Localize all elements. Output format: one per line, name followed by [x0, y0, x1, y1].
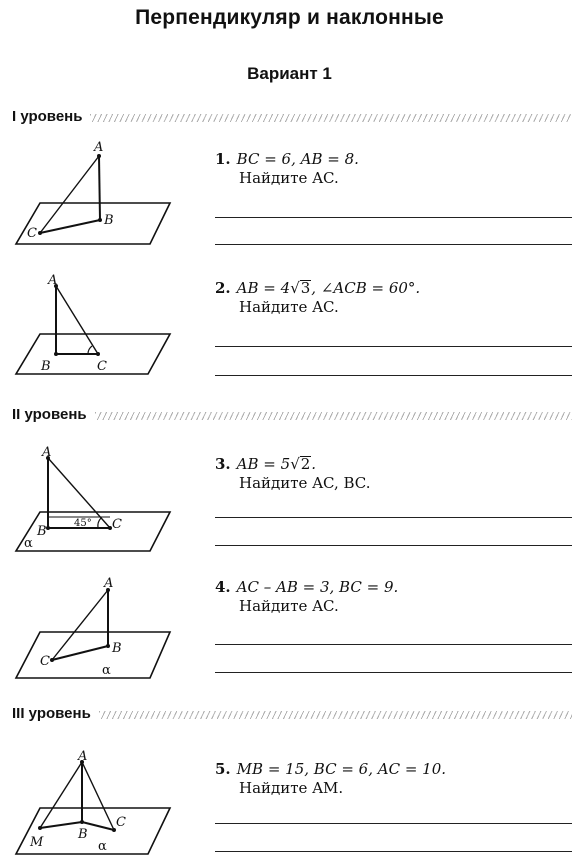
level-header-1 — [12, 106, 572, 126]
decorative-hatch — [95, 412, 572, 420]
point-label-b: B — [112, 641, 122, 656]
problem-task: Найдите AC. — [239, 298, 339, 316]
answer-line[interactable] — [215, 644, 572, 645]
problem-3 — [215, 455, 371, 493]
problem-condition-rest: . — [311, 455, 317, 473]
figure-3 — [10, 442, 190, 554]
problem-condition: AB = 4 — [236, 279, 291, 297]
answer-line[interactable] — [215, 375, 572, 376]
problem-2 — [215, 279, 420, 317]
answer-line[interactable] — [215, 217, 572, 218]
problem-number: 1. — [215, 150, 231, 168]
figure-5 — [10, 748, 190, 860]
level-header-3 — [12, 703, 572, 723]
answer-line[interactable] — [215, 672, 572, 673]
problem-number: 2. — [215, 279, 231, 297]
plane-label-alpha: α — [98, 839, 107, 854]
problem-number: 5. — [215, 760, 231, 778]
point-label-b: B — [104, 213, 114, 228]
decorative-hatch — [90, 114, 572, 122]
level-label: II уровень — [12, 405, 87, 423]
problem-5 — [215, 760, 446, 798]
point-label-a: A — [94, 140, 104, 155]
problem-task: Найдите AC. — [239, 597, 339, 615]
answer-line[interactable] — [215, 823, 572, 824]
plane-label-alpha: α — [102, 663, 111, 678]
point-label-a: A — [104, 576, 114, 591]
decorative-hatch — [99, 711, 572, 719]
angle-label: 45° — [74, 518, 92, 529]
problem-task: Найдите AC, BC. — [239, 474, 371, 492]
point-label-b: B — [41, 359, 51, 374]
level-label: III уровень — [12, 704, 91, 722]
problem-condition: BC = 6, AB = 8. — [236, 150, 359, 168]
answer-line[interactable] — [215, 244, 572, 245]
point-label-b: B — [37, 524, 47, 539]
figure-1 — [10, 140, 190, 250]
point-label-b: B — [78, 827, 88, 842]
point-label-c: C — [40, 654, 50, 669]
answer-line[interactable] — [215, 851, 572, 852]
problem-condition: AC – AB = 3, BC = 9. — [236, 578, 399, 596]
problem-4 — [215, 578, 398, 616]
problem-condition-rest: , ∠ACB = 60°. — [311, 279, 421, 297]
plane-label-alpha: α — [24, 536, 33, 551]
variant-heading: Вариант 1 — [247, 64, 332, 83]
problem-1 — [215, 150, 359, 188]
point-label-c: C — [112, 517, 122, 532]
point-label-c: C — [27, 226, 37, 241]
radicand: 3 — [300, 279, 311, 297]
problem-task: Найдите AC. — [239, 169, 339, 187]
point-label-c: C — [97, 359, 107, 374]
problem-condition: MB = 15, BC = 6, AC = 10. — [236, 760, 447, 778]
problem-condition: AB = 5 — [236, 455, 291, 473]
level-header-2 — [12, 404, 572, 424]
answer-line[interactable] — [215, 545, 572, 546]
point-label-c: C — [116, 815, 126, 830]
sqrt-symbol: √2 — [290, 455, 311, 473]
figure-4 — [10, 570, 190, 682]
problem-task: Найдите AM. — [239, 779, 344, 797]
point-label-a: A — [42, 445, 52, 460]
problem-number: 3. — [215, 455, 231, 473]
point-label-a: A — [78, 749, 88, 764]
answer-line[interactable] — [215, 346, 572, 347]
point-label-m: M — [30, 835, 44, 850]
radicand: 2 — [300, 455, 311, 473]
answer-line[interactable] — [215, 517, 572, 518]
sqrt-symbol: √3 — [290, 279, 311, 297]
figure-2 — [10, 270, 190, 380]
problem-number: 4. — [215, 578, 231, 596]
level-label: I уровень — [12, 107, 83, 125]
point-label-a: A — [48, 273, 58, 288]
page-title: Перпендикуляр и наклонные — [135, 6, 444, 29]
